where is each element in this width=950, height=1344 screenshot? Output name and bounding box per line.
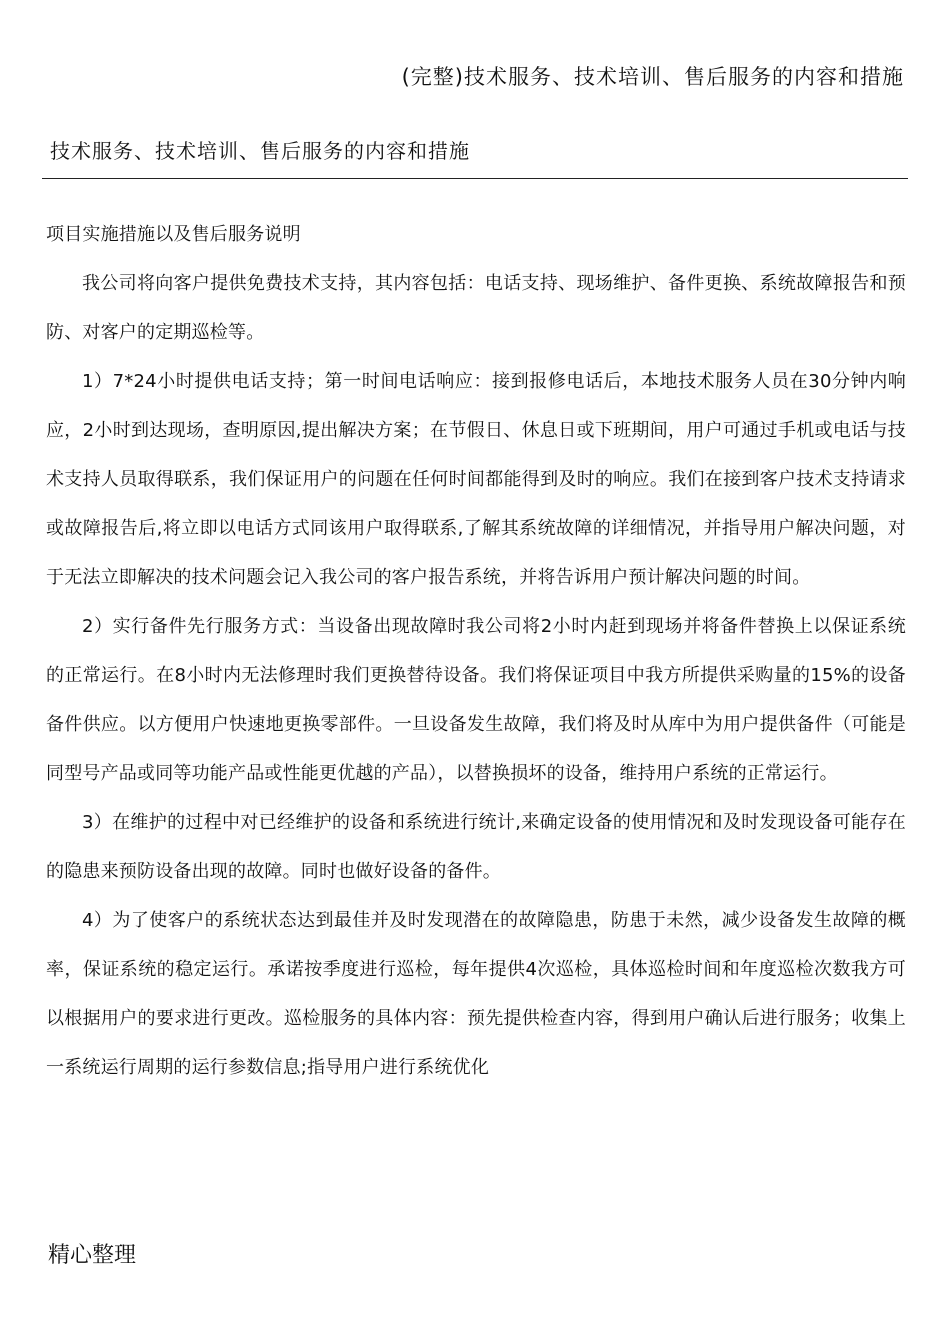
paragraph-item-1: 1）7*24小时提供电话支持；第一时间电话响应：接到报修电话后，本地技术服务人员在30分钟内响应，2小时到达现场，查明原因,提出解决方案；在节假日、休息日或下班期间，用户可通过手机或电话与技术支持人员取得联系，我们保证用户的问题在任何时间都能得到及时的响应。我们在接到客户技术支持请求或故障报告后,将立即以电话方式同该用户取得联系,了解其系统故障的详细情况，并指导用户解决问题，对于无法立即解决的技术问题会记入我公司的客户报告系统，并将告诉用户预计解决问题的时间。 [46,371,906,588]
document-body [46,210,906,1092]
paragraph-item-2: 2）实行备件先行服务方式：当设备出现故障时我公司将2小时内赶到现场并将备件替换上以保证系统的正常运行。在8小时内无法修理时我们更换替待设备。我们将保证项目中我方所提供采购量的15%的设备备件供应。以方便用户快速地更换零部件。一旦设备发生故障，我们将及时从库中为用户提供备件（可能是同型号产品或同等功能产品或性能更优越的产品），以替换损坏的设备，维持用户系统的正常运行。 [46,616,906,784]
running-header-title: (完整)技术服务、技术培训、售后服务的内容和措施 [401,65,904,89]
title-divider [42,178,908,179]
paragraph-item-3: 3）在维护的过程中对已经维护的设备和系统进行统计,来确定设备的使用情况和及时发现设备可能存在的隐患来预防设备出现的故障。同时也做好设备的备件。 [46,812,906,882]
paragraph-item-4: 4）为了使客户的系统状态达到最佳并及时发现潜在的故障隐患，防患于未然，减少设备发生故障的概率，保证系统的稳定运行。承诺按季度进行巡检，每年提供4次巡检，具体巡检时间和年度巡检次数我方可以根据用户的要求进行更改。巡检服务的具体内容：预先提供检查内容，得到用户确认后进行服务；收集上一系统运行周期的运行参数信息;指导用户进行系统优化 [46,910,906,1078]
paragraph-intro: 我公司将向客户提供免费技术支持，其内容包括：电话支持、现场维护、备件更换、系统故障报告和预防、对客户的定期巡检等。 [46,273,906,343]
section-heading: 项目实施措施以及售后服务说明 [46,224,301,245]
document-title: 技术服务、技术培训、售后服务的内容和措施 [50,139,470,163]
page-footer: 精心整理 [48,1243,137,1268]
